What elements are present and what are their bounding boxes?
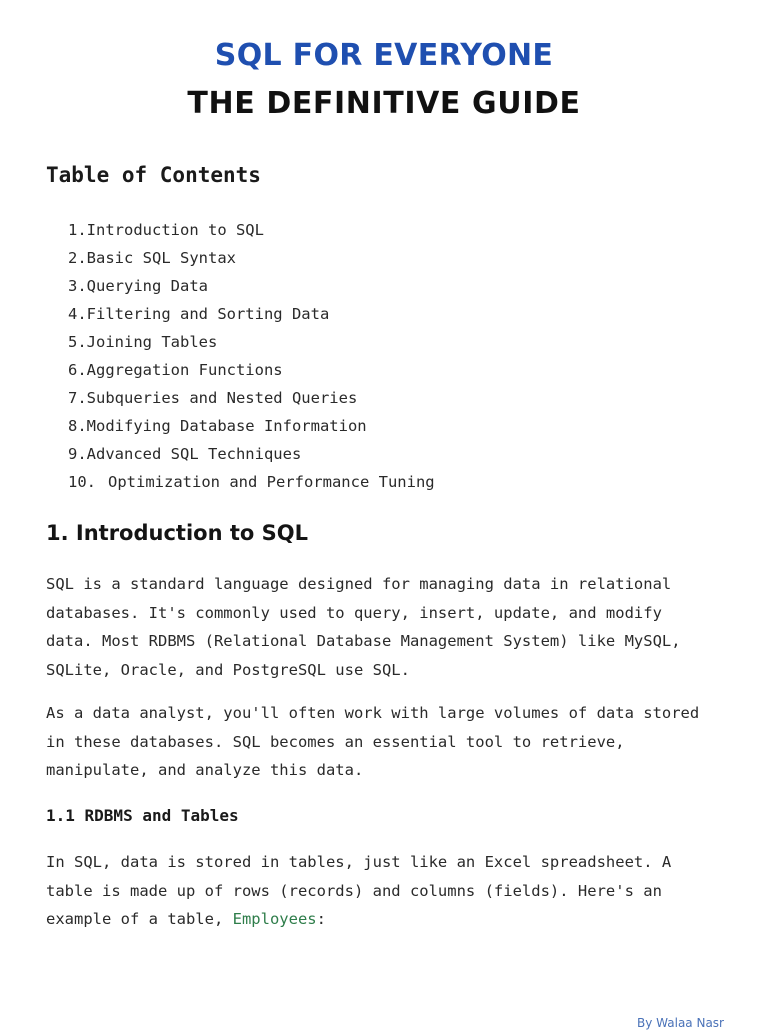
paragraph-line: manipulate, and analyze this data. <box>46 761 364 779</box>
toc-item-9[interactable] <box>68 440 435 468</box>
toc-item-number: 2. <box>68 249 87 267</box>
toc-item-number: 8. <box>68 417 87 435</box>
paragraph-line: In SQL, data is stored in tables, just like an Excel spreadsheet. A <box>46 853 672 871</box>
toc-item-4[interactable] <box>68 300 435 328</box>
toc-item-number: 4. <box>68 305 87 323</box>
toc-item-number: 3. <box>68 277 87 295</box>
table-name-code: Employees <box>232 910 317 928</box>
toc-item-label: Basic SQL Syntax <box>86 249 236 267</box>
toc-item-label: Introduction to SQL <box>86 221 264 239</box>
intro-paragraph-1 <box>46 570 736 684</box>
toc-list <box>68 216 435 496</box>
paragraph-line: SQL is a standard language designed for managing data in relational <box>46 575 672 593</box>
toc-item-6[interactable] <box>68 356 435 384</box>
toc-item-number: 6. <box>68 361 87 379</box>
document-title: SQL FOR EVERYONE <box>214 38 554 73</box>
subsection-heading-rdbms-tables: 1.1 RDBMS and Tables <box>46 806 239 825</box>
toc-item-label: Aggregation Functions <box>86 361 283 379</box>
paragraph-line: databases. It's commonly used to query, insert, update, and modify <box>46 603 662 622</box>
line-prefix: example of a table, <box>46 910 233 928</box>
toc-item-1[interactable] <box>68 216 435 244</box>
paragraph-line: table is made up of rows (records) and columns (fields). Here's an <box>46 881 662 900</box>
toc-item-2[interactable] <box>68 244 435 272</box>
toc-item-number: 9. <box>68 445 87 463</box>
paragraph-line: in these databases. SQL becomes an essential tool to retrieve, <box>46 732 625 751</box>
toc-item-label: Optimization and Performance Tuning <box>108 473 435 491</box>
toc-item-label: Joining Tables <box>86 333 218 351</box>
toc-item-3[interactable] <box>68 272 435 300</box>
document-subtitle: THE DEFINITIVE GUIDE <box>187 86 581 121</box>
intro-paragraph-2 <box>46 699 736 785</box>
toc-item-number: 7. <box>68 389 87 407</box>
paragraph-line: As a data analyst, you'll often work with large volumes of data stored <box>46 704 700 722</box>
toc-item-label: Subqueries and Nested Queries <box>86 389 358 407</box>
rdbms-paragraph <box>46 848 736 934</box>
toc-item-label: Advanced SQL Techniques <box>86 445 302 463</box>
toc-item-label: Filtering and Sorting Data <box>86 305 330 323</box>
toc-item-label: Querying Data <box>86 277 208 295</box>
paragraph-line: data. Most RDBMS (Relational Database Management System) like MySQL, <box>46 632 681 650</box>
toc-heading: Table of Contents <box>46 163 261 187</box>
toc-item-7[interactable] <box>68 384 435 412</box>
toc-item-label: Modifying Database Information <box>86 417 367 435</box>
section-heading-introduction: 1. Introduction to SQL <box>46 521 308 545</box>
line-suffix: : <box>316 910 326 928</box>
author-watermark: By Walaa Nasr <box>637 1016 724 1030</box>
toc-item-number: 5. <box>68 333 87 351</box>
toc-item-10[interactable] <box>68 468 435 496</box>
paragraph-line: SQLite, Oracle, and PostgreSQL use SQL. <box>46 660 410 679</box>
toc-item-number: 1. <box>68 221 87 239</box>
toc-item-number: 10. <box>68 473 96 491</box>
toc-item-5[interactable] <box>68 328 435 356</box>
paragraph-line <box>46 905 736 934</box>
toc-item-8[interactable] <box>68 412 435 440</box>
